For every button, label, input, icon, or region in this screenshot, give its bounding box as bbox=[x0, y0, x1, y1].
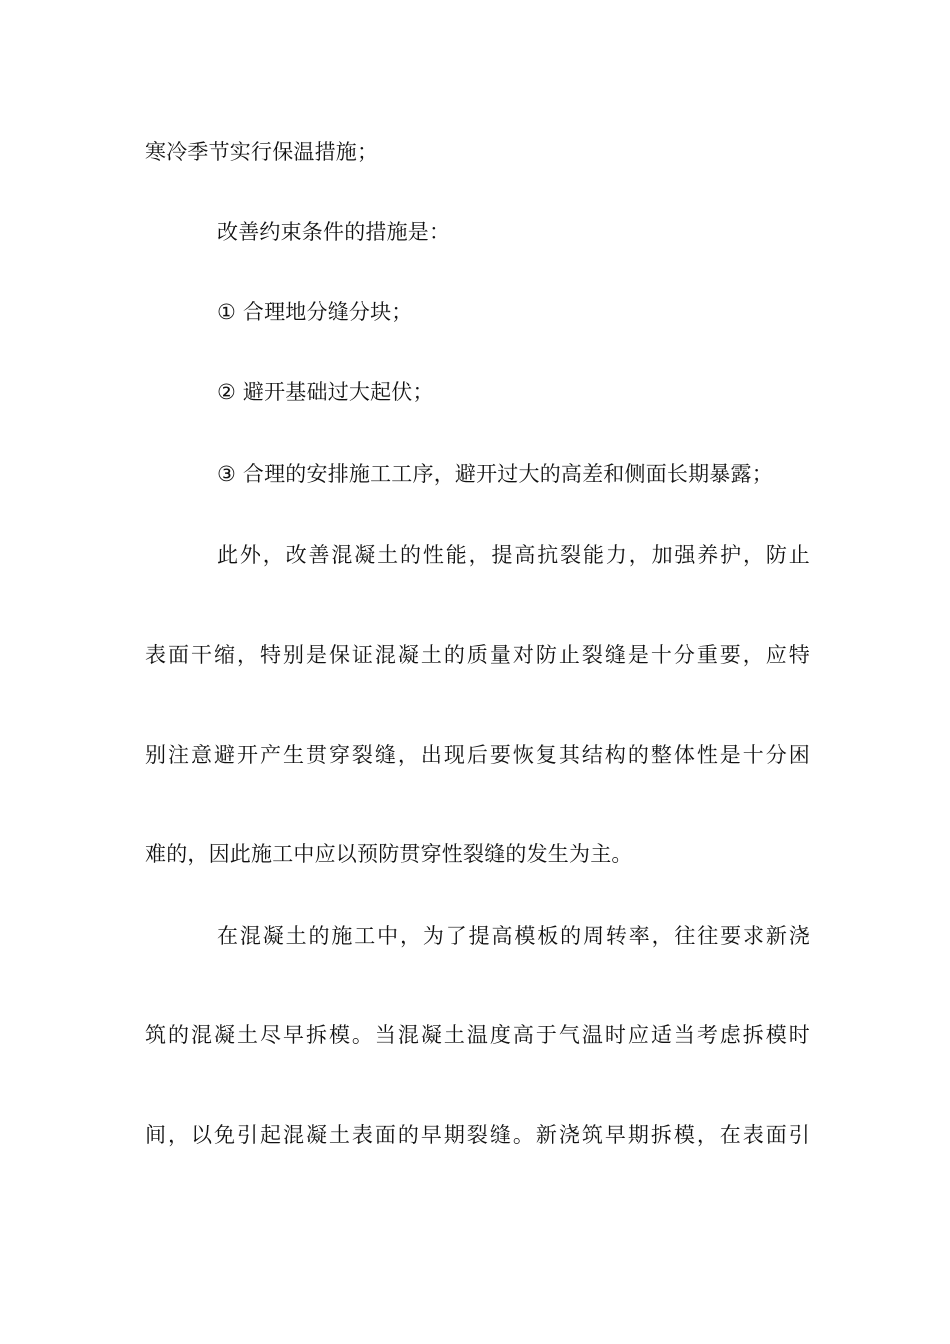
text-line-10: 在混凝土的施工中，为了提高模板的周转率，往往要求新浇 bbox=[217, 924, 810, 948]
text-line-4: ② 避开基础过大起伏； bbox=[217, 380, 434, 404]
text-line-9: 难的，因此施工中应以预防贯穿性裂缝的发生为主。 bbox=[145, 842, 633, 866]
text-line-12: 间，以免引起混凝土表面的早期裂缝。新浇筑早期拆模，在表面引 bbox=[145, 1123, 810, 1147]
text-line-6: 此外，改善混凝土的性能，提高抗裂能力，加强养护，防止 bbox=[217, 543, 810, 567]
text-line-2: 改善约束条件的措施是： bbox=[217, 220, 451, 244]
text-line-8: 别注意避开产生贯穿裂缝，出现后要恢复其结构的整体性是十分困 bbox=[145, 743, 810, 767]
text-line-1: 寒冷季节实行保温措施； bbox=[145, 140, 379, 164]
text-line-7: 表面干缩，特别是保证混凝土的质量对防止裂缝是十分重要，应特 bbox=[145, 643, 810, 667]
text-line-11: 筑的混凝土尽早拆模。当混凝土温度高于气温时应适当考虑拆模时 bbox=[145, 1023, 810, 1047]
text-line-3: ① 合理地分缝分块； bbox=[217, 300, 413, 324]
text-line-5: ③ 合理的安排施工工序，避开过大的高差和侧面长期暴露； bbox=[217, 462, 773, 486]
